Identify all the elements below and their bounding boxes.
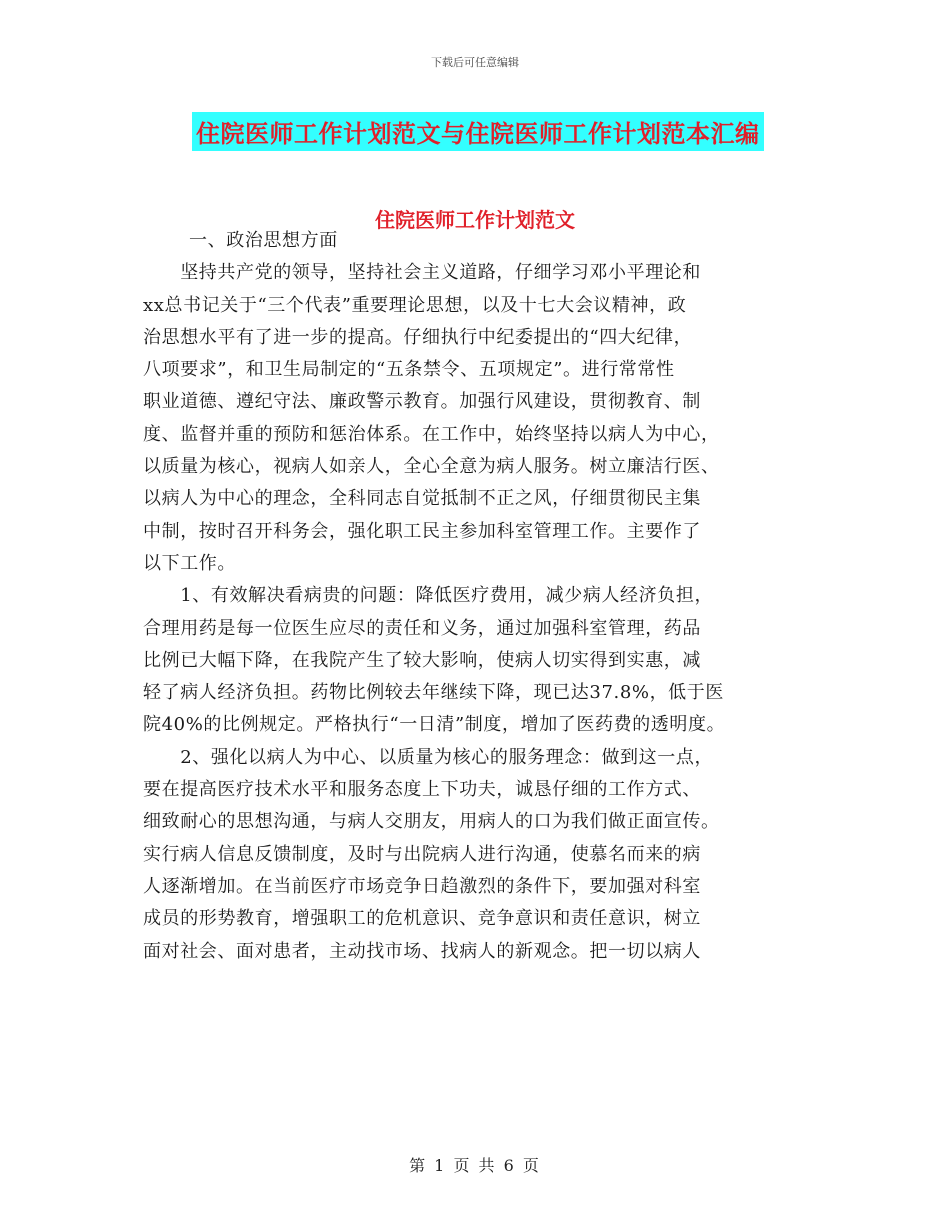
text-line: 合理用药是每一位医生应尽的责任和义务，通过加强科室管理，药品: [143, 617, 701, 639]
text-line: 坚持共产党的领导，坚持社会主义道路，仔细学习邓小平理论和: [143, 262, 701, 284]
text-line: 中制，按时召开科务会，强化职工民主参加科室管理工作。主要作了: [143, 520, 701, 542]
text-line: 要在提高医疗技术水平和服务态度上下功夫，诚恳仔细的工作方式、: [143, 779, 701, 801]
paragraph-item-1: [143, 580, 823, 741]
text-line: 比例已大幅下降，在我院产生了较大影响，使病人切实得到实惠，减: [143, 649, 701, 671]
section-title: 住院医师工作计划范文: [375, 208, 575, 232]
text-line: 以下工作。: [143, 552, 236, 574]
text-line: 度、监督并重的预防和惩治体系。在工作中，始终坚持以病人为中心，: [143, 423, 720, 445]
document-body: [143, 225, 823, 968]
paragraph-item-2: [143, 742, 823, 968]
text-line: 轻了病人经济负担。药物比例较去年继续下降，现已达37.8%，低于医: [143, 682, 724, 704]
text-line: 1、有效解决看病贵的问题：降低医疗费用，减少病人经济负担，: [143, 585, 714, 607]
text-line: 成员的形势教育，增强职工的危机意识、竞争意识和责任意识，树立: [143, 908, 701, 930]
footer-middle: 页 共: [453, 1156, 497, 1175]
text-line: 人逐渐增加。在当前医疗市场竞争日趋激烈的条件下，要加强对科室: [143, 875, 701, 897]
paragraph-political: [143, 257, 823, 580]
document-title: 住院医师工作计划范文与住院医师工作计划范本汇编: [192, 112, 764, 151]
text-line: 面对社会、面对患者，主动找市场、找病人的新观念。把一切以病人: [143, 940, 701, 962]
total-page-count: 6: [503, 1156, 516, 1175]
text-line: 实行病人信息反馈制度，及时与出院病人进行沟通，使慕名而来的病: [143, 843, 701, 865]
text-line: 2、强化以病人为中心、以质量为核心的服务理念：做到这一点，: [143, 746, 714, 768]
current-page-number: 1: [434, 1156, 447, 1175]
text-line: 八项要求”，和卫生局制定的“五条禁令、五项规定”。进行常常性: [143, 359, 675, 381]
text-line: 细致耐心的思想沟通，与病人交朋友，用病人的口为我们做正面宣传。: [143, 811, 720, 833]
footer-suffix: 页: [522, 1156, 541, 1175]
text-line: 院40%的比例规定。严格执行“一日清”制度，增加了医药费的透明度。: [143, 714, 726, 736]
text-line: xx总书记关于“三个代表”重要理论思想，以及十七大会议精神，政: [143, 294, 687, 316]
text-line: 职业道德、遵纪守法、廉政警示教育。加强行风建设，贯彻教育、制: [143, 391, 701, 413]
text-line: 一、政治思想方面: [189, 230, 338, 251]
footer-prefix: 第: [409, 1156, 428, 1175]
paragraph-heading: [143, 225, 823, 257]
text-line: 以质量为核心，视病人如亲人，全心全意为病人服务。树立廉洁行医、: [143, 456, 720, 478]
text-line: 治思想水平有了进一步的提高。仔细执行中纪委提出的“四大纪律，: [143, 326, 693, 348]
page-footer: [0, 1153, 950, 1176]
header-note: 下载后可任意编辑: [431, 56, 519, 69]
text-line: 以病人为中心的理念，全科同志自觉抵制不正之风，仔细贯彻民主集: [143, 488, 701, 510]
